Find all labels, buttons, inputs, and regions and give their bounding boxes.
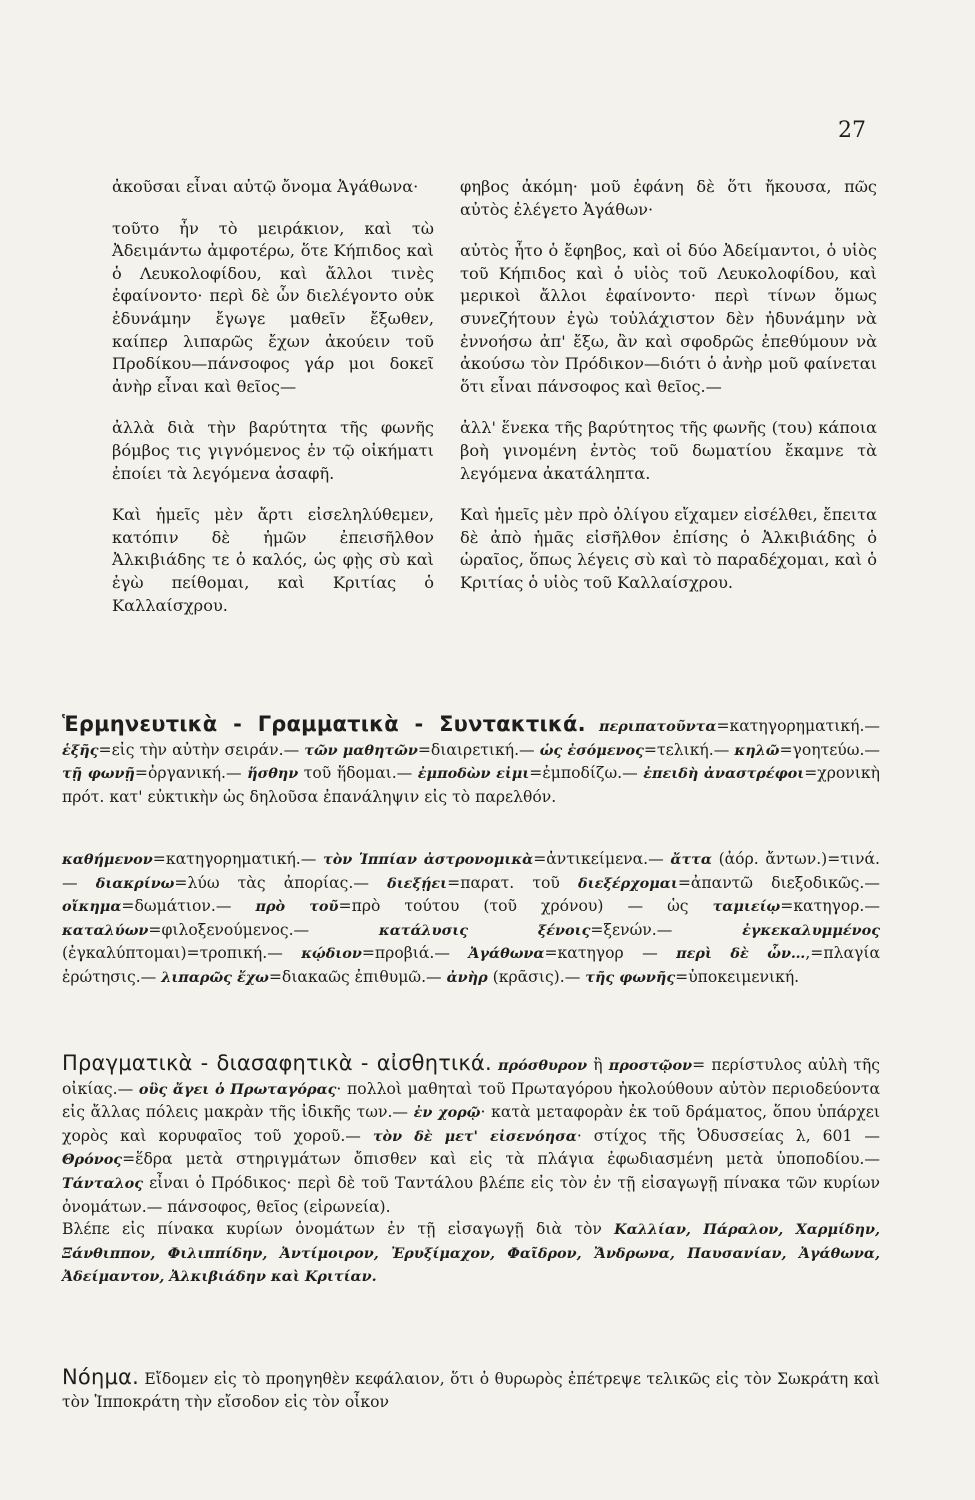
vocab-term: τῆς φωνῆς [585,968,676,986]
factual-gloss: =ἕδρα μετὰ στηριγμάτων ὄπισθεν καὶ εἰς τὰ πλάγια ἐφωδιασμένη μετὰ ὑποποδίου.— [122,1150,880,1169]
vocab-term: καταλύων [62,921,149,939]
vocab-term: τὸν Ἱππίαν ἀστρονομικὰ [323,851,534,868]
left-paragraph-2: τοῦτο ἦν τὸ μειράκιον, καὶ τὼ Ἀδειμάντω ἀμφοτέρω, ὅτε Κήπιδος καὶ ὁ Λευκολοφίδου, καὶ ἄλλοι τινὲς ἐφαίνοντο· περὶ δὲ ὧν διελέγοντο οὐκ ἐδυνάμην ἔγωγε μαθεῖν ἔξωθεν, καίπερ λιπαρῶς ἔχων ἀκούειν τοῦ Προδίκου—πάνσοφος γάρ μοι δοκεῖ ἀνὴρ εἶναι καὶ θεῖος— [112,218,434,396]
vocab-term: περὶ δὲ ὧν… [676,945,806,963]
vocab-gloss: =ἀπαντῶ διεξοδικῶς.— [677,873,880,892]
vocab-term: καθήμενον [62,851,153,868]
grammar-section [62,713,880,808]
grammar-gloss: =χρονικὴ πρότ. κατ' εὐκτικὴν ὡς δηλοῦσα ἐπανάληψιν εἰς τὸ παρελθόν. [62,764,880,806]
vocab-gloss: =φιλοξενούμενος.— [148,920,379,939]
factual-term: οὓς ἄγει ὁ Πρωταγόρας [138,1080,337,1098]
grammar-term: ἑξῆς [62,741,99,759]
vocab-term: οἴκημα [62,898,122,916]
grammar-term: περιπατοῦντα [599,718,717,735]
meaning-text: Εἴδομεν εἰς τὸ προηγηθὲν κεφάλαιον, ὅτι ὁ θυρωρὸς ἐπέτρεψε τελικῶς εἰς τὸν Σωκράτη καὶ τὸν Ἱπποκράτη τὴν εἴσοδον εἰς τὸν οἶκον [62,1370,881,1411]
right-paragraph-1: φηβος ἀκόμη· μοῦ ἐφάνη δὲ ὅτι ἤκουσα, πῶς αὐτὸς ἐλέγετο Ἀγάθων· [460,177,877,219]
see-also-text: Βλέπε εἰς πίνακα κυρίων ὀνομάτων ἐν τῇ εἰσαγωγῇ διὰ τὸν [62,1220,615,1239]
right-paragraph-4: Καὶ ἡμεῖς μὲν πρὸ ὀλίγου εἴχαμεν εἰσέλθει, ἔπειτα δὲ ἀπὸ ἡμᾶς εἰσῆλθον ἐπίσης ὁ Ἀλκιβιάδης ὁ ὡραῖος, ὅπως λέγεις σὺ καὶ τὸ παραδέχομαι, καὶ ὁ Κριτίας ὁ υἱὸς τοῦ Καλλαίσχρου. [460,505,877,592]
factual-gloss: · στίχος τῆς Ὀδυσσείας λ, 601 — [576,1126,880,1145]
vocab-gloss: =κατηγορ — [544,944,677,963]
vocab-term: κῴδιον [301,945,362,963]
meaning-section [62,1366,880,1413]
factual-term: προστῷον [608,1057,693,1074]
factual-term: τὸν δὲ μετ' εἰσενόησα [372,1127,577,1145]
left-paragraph-4: Καὶ ἡμεῖς μὲν ἄρτι εἰσεληλύθεμεν, κατόπιν δὲ ἡμῶν ἐπεισῆλθον Ἀλκιβιάδης τε ὁ καλός, ὡς φῂς σὺ καὶ ἐγὼ πείθομαι, καὶ Κριτίας ὁ Καλλαίσχρου. [112,505,434,615]
factual-gloss: · πολλοὶ μαθηταὶ τοῦ Πρωταγόρου ἠκολούθουν αὐτὸν περιοδεύοντα εἰς ἄλλας πόλεις μακρὰν τῆς ἰδικῆς των.— [62,1079,880,1122]
factual-gloss: = περίστυλος αὐλὴ τῆς οἰκίας.— [62,1056,880,1098]
vocab-term: πρὸ τοῦ [255,898,339,916]
vocab-gloss: =λύω τὰς ἀπορίας.— [174,873,388,892]
vocab-gloss: =ὑποκειμενική. [675,967,800,986]
grammar-term: κηλῶ [734,741,780,759]
vocab-term: διακρίνω [95,874,175,892]
meaning-heading: Νόημα. [62,1365,139,1389]
left-column-original-text [112,176,434,636]
vocab-gloss: =κατηγορηματική.— [152,850,324,868]
grammar-gloss: τοῦ ἥδομαι.— [298,764,418,783]
grammar-term: τῇ φωνῇ [62,765,135,783]
vocab-gloss: (ἀόρ. ἄντων.)=τινά.— [62,850,881,892]
vocab-gloss: =δωμάτιον.— [121,897,256,916]
vocab-gloss: (κρᾶσις).— [487,967,586,986]
factual-term: Θρόνος [62,1151,123,1169]
right-column-translation [460,176,877,614]
vocab-gloss: =διακαῶς ἐπιθυμῶ.— [268,967,447,986]
grammar-term: ἥσθην [247,765,299,783]
vocab-gloss: =ἀντικείμενα.— [533,850,671,868]
grammar-term: ἐμποδὼν εἰμι [417,765,530,783]
grammar-gloss: =γοητεύω.— [779,740,881,759]
vocab-gloss: =πρὸ τούτου (τοῦ χρόνου) — ὡς [338,897,713,916]
left-paragraph-1: ἀκοῦσαι εἶναι αὐτῷ ὄνομα Ἀγάθωνα· [112,177,419,196]
vocab-term: λιπαρῶς ἔχω [161,968,269,986]
right-paragraph-3: ἀλλ' ἕνεκα τῆς βαρύτητος τῆς φωνῆς (του) κάποια βοὴ γινομένη ἐντὸς τοῦ δωματίου ἔκαμνε τὰ λεγόμενα ἀκατάληπτα. [460,418,877,483]
vocab-term: Ἀγάθωνα [468,945,545,963]
grammar-gloss: =τελική.— [643,740,735,759]
grammar-gloss: =κατηγορηματική.— [716,717,881,735]
factual-term: ἐν χορῷ [413,1104,481,1122]
factual-gloss: εἶναι ὁ Πρόδικος· περὶ δὲ τοῦ Ταντάλου βλέπε εἰς τὸν ἐν τῇ εἰσαγωγῇ πίνακα τῶν κυρίων ὀνομάτων.— πάνσοφος, θεῖος (εἰρωνεία). [62,1173,880,1216]
factual-term: πρόσθυρον [498,1057,588,1074]
vocab-term: ἐγκεκαλυμμένος [742,921,880,939]
vocab-term: ἀνὴρ [446,968,488,986]
grammar-gloss: =ἐμποδίζω.— [529,764,644,783]
vocab-gloss: =προβιά.— [361,944,469,963]
vocabulary-entries [62,848,880,990]
factual-heading: Πραγματικὰ - διασαφητικὰ - αἰσθητικά. [62,1051,492,1075]
factual-term: Τάνταλος [62,1174,143,1192]
vocab-gloss: (ἐγκαλύπτομαι)=τροπική.— [62,944,302,963]
factual-gloss: ἢ [587,1056,609,1074]
vocab-gloss: =ξενών.— [590,920,743,939]
factual-section [62,1052,880,1289]
proper-names-list: Καλλίαν, Πάραλον, Χαρμίδην, Ξάνθιππον, Φιλιππίδην, Ἀντίμοιρον, Ἐρυξίμαχον, Φαῖδρον, Ἄνδρωνα, Παυσανίαν, Ἀγάθωνα, Ἀδείμαντον, Ἀλκιβιάδην καὶ Κριτίαν. [62,1221,880,1286]
factual-gloss: · κατὰ μεταφορὰν ἐκ τοῦ δράματος, ὅπου ὑπάρχει χορὸς καὶ κορυφαῖος τοῦ χοροῦ.— [62,1103,880,1145]
vocab-gloss: =παρατ. τοῦ [447,873,579,892]
grammar-term: ἐπειδὴ ἀναστρέφοι [643,765,805,783]
vocab-term: κατάλυσις ξένοις [378,921,591,939]
grammar-gloss: =διαιρετική.— [417,740,540,759]
vocabulary-section [62,848,880,990]
grammar-gloss: =ὀργανική.— [134,764,248,783]
factual-entries [62,1056,880,1216]
grammar-term: ὡς ἐσόμενος [539,741,644,759]
vocab-gloss: =κατηγορ.— [780,897,880,916]
vocab-term: διεξῄει [387,874,448,892]
page-number: 27 [838,118,866,143]
right-paragraph-2: αὐτὸς ἦτο ὁ ἔφηβος, καὶ οἱ δύο Ἀδείμαντοι, ὁ υἱὸς τοῦ Κήπιδος καὶ ὁ υἱὸς τοῦ Λευκολοφίδου, καὶ μερικοὶ ἄλλοι ἐφαίνοντο· περὶ τίνων ὅμως συνεζήτουν ἐγὼ τοὐλάχιστον δὲν ἠδυνάμην νὰ ἐννοήσω ἀπ' ἔξω, ἂν καὶ σφοδρῶς ἐπεθύμουν νὰ ἀκούσω τὸν Πρόδικον—διότι ὁ ἀνὴρ μοῦ φαίνεται ὅτι εἶναι πάνσοφος καὶ θεῖος.— [460,241,877,396]
vocab-term: ταμιείῳ [712,898,781,916]
grammar-term: τῶν μαθητῶν [304,741,418,759]
vocab-term: διεξέρχομαι [578,874,678,892]
grammar-heading: Ἑρμηνευτικὰ - Γραμματικὰ - Συντακτικά. [62,712,586,736]
vocab-term: ἄττα [670,851,712,868]
vocab-gloss: ,=πλαγία ἐρώτησις.— [62,944,880,986]
grammar-gloss: =εἰς τὴν αὐτὴν σειράν.— [98,740,305,759]
left-paragraph-3: ἀλλὰ διὰ τὴν βαρύτητα τῆς φωνῆς βόμβος τις γιγνόμενος ἐν τῷ οἰκήματι ἐποίει τὰ λεγόμενα ἀσαφῆ. [112,418,434,483]
